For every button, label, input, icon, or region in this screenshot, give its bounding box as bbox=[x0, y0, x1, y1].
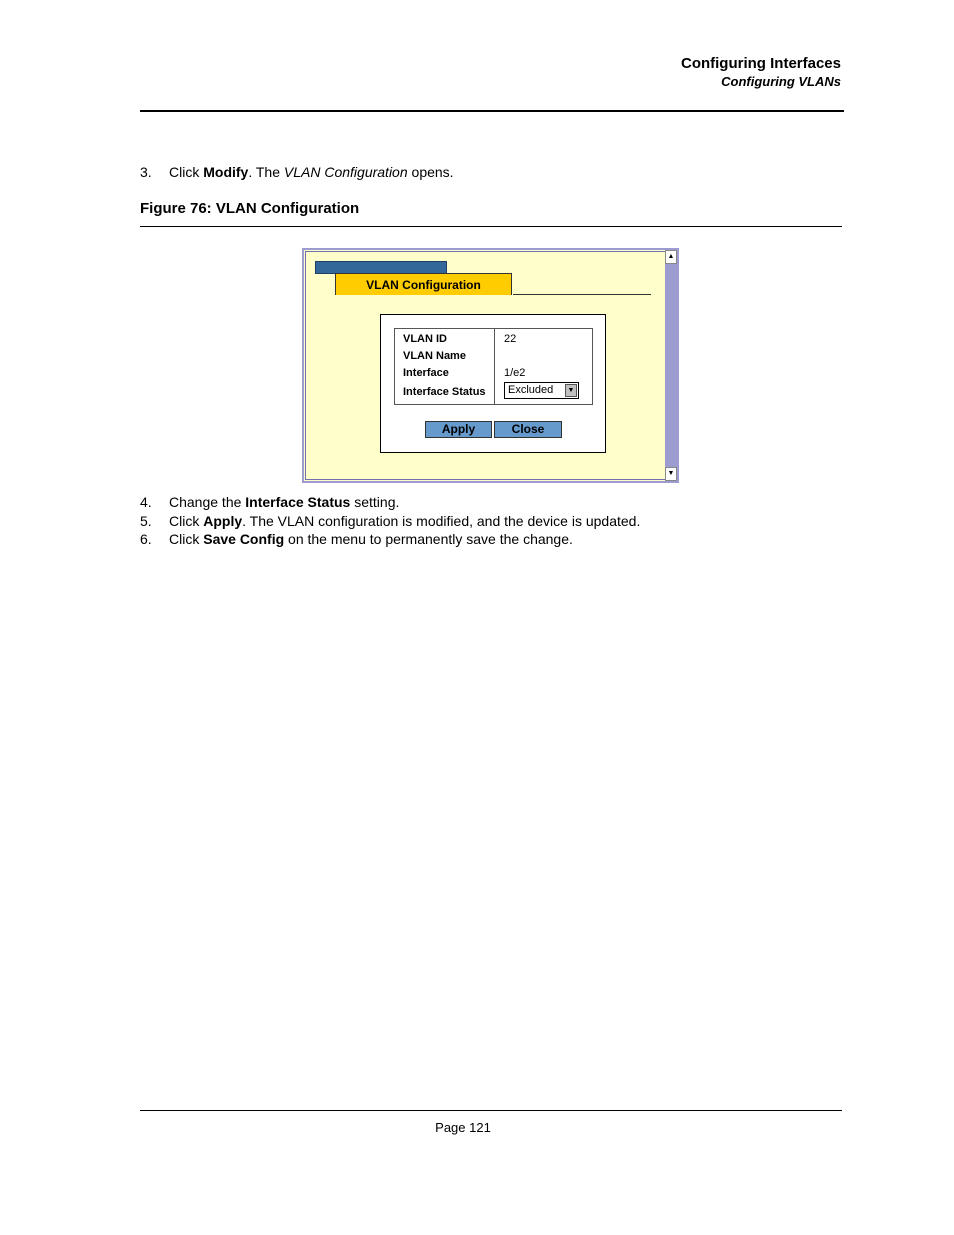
page-number: Page 121 bbox=[435, 1120, 491, 1135]
step-6 bbox=[140, 531, 573, 547]
footer-rule bbox=[140, 1110, 842, 1111]
page-header-title: Configuring Interfaces bbox=[680, 55, 841, 72]
vlan-id-label: VLAN ID bbox=[403, 333, 447, 345]
vlan-name-label: VLAN Name bbox=[403, 350, 466, 362]
step-bold: Apply bbox=[203, 513, 243, 529]
step-text: Change the bbox=[169, 494, 246, 510]
step-text: Click bbox=[169, 164, 204, 180]
figure-rule bbox=[140, 226, 842, 227]
step-number: 5. bbox=[140, 513, 152, 529]
interface-status-value: Excluded bbox=[508, 384, 554, 396]
interface-status-select[interactable] bbox=[504, 382, 579, 399]
step-text: Click bbox=[169, 513, 204, 529]
interface-value: 1/e2 bbox=[504, 367, 526, 379]
vlan-fields-table bbox=[394, 328, 593, 405]
vertical-scrollbar[interactable] bbox=[665, 250, 677, 481]
interface-status-label: Interface Status bbox=[403, 386, 486, 398]
step-text: opens. bbox=[407, 164, 454, 180]
step-4 bbox=[140, 494, 399, 510]
step-text: . The bbox=[248, 164, 284, 180]
step-text: Click bbox=[169, 531, 204, 547]
tab-underline bbox=[513, 294, 651, 295]
vlan-config-screenshot bbox=[302, 248, 679, 483]
interface-label: Interface bbox=[403, 367, 449, 379]
step-number: 4. bbox=[140, 494, 152, 510]
apply-button[interactable]: Apply bbox=[425, 421, 492, 438]
page-header-subtitle: Configuring VLANs bbox=[721, 74, 841, 89]
header-rule bbox=[140, 110, 844, 112]
chevron-down-icon[interactable]: ▼ bbox=[565, 384, 577, 397]
scroll-down-icon[interactable]: ▼ bbox=[665, 467, 677, 481]
vlan-id-value: 22 bbox=[504, 333, 517, 345]
step-5 bbox=[140, 513, 640, 529]
close-button[interactable]: Close bbox=[494, 421, 562, 438]
step-bold: Modify bbox=[203, 164, 249, 180]
step-number: 3. bbox=[140, 164, 152, 180]
figure-caption: Figure 76: VLAN Configuration bbox=[140, 200, 360, 217]
step-bold: Save Config bbox=[203, 531, 285, 547]
vlan-form-panel bbox=[380, 314, 606, 453]
step-text: on the menu to permanently save the change. bbox=[284, 531, 573, 547]
step-number: 6. bbox=[140, 531, 152, 547]
step-bold: Interface Status bbox=[245, 494, 351, 510]
step-text: setting. bbox=[350, 494, 400, 510]
vlan-config-tab[interactable]: VLAN Configuration bbox=[335, 273, 512, 295]
step-italic: VLAN Configuration bbox=[283, 164, 408, 180]
table-divider bbox=[494, 329, 495, 404]
step-text: . The VLAN configuration is modified, and the device is updated. bbox=[242, 513, 641, 529]
scroll-up-icon[interactable]: ▲ bbox=[665, 250, 677, 264]
step-3 bbox=[140, 164, 454, 180]
